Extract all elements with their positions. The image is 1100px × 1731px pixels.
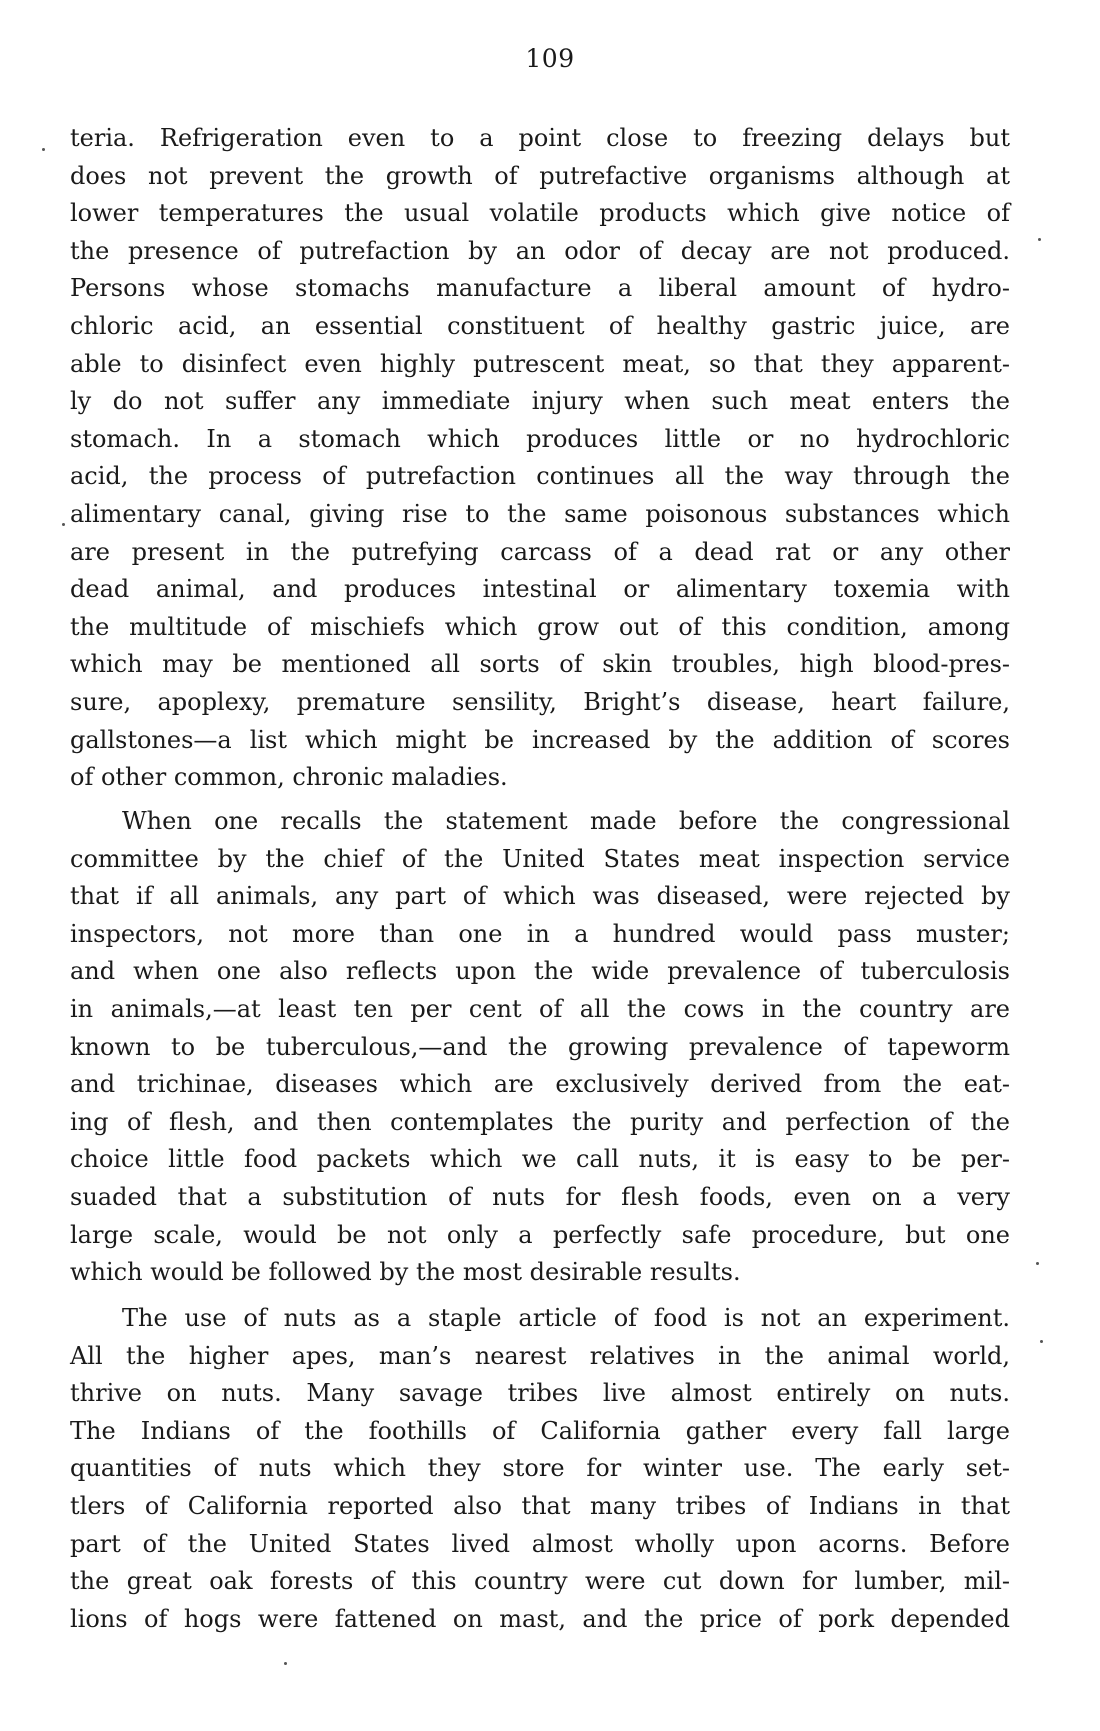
text-line: teria. Refrigeration even to a point close to freezing delays but [70,124,1010,152]
text-line: choice little food packets which we call nuts, it is easy to be per- [70,1145,1010,1174]
text-line: the great oak forests of this country were cut down for lumber, mil- [70,1567,1010,1596]
text-line: The use of nuts as a staple article of food is not an experiment. [122,1304,1010,1332]
paragraph-2 [70,803,1010,1292]
text-line: part of the United States lived almost wholly upon acorns. Before [70,1529,1010,1558]
text-line: and trichinae, diseases which are exclusively derived from the eat- [70,1070,1010,1099]
scan-speck [62,523,65,526]
page-number: 109 [525,44,575,73]
text-line: which may be mentioned all sorts of skin troubles, high blood-pres- [70,650,1010,679]
scan-speck [1036,1262,1039,1265]
text-line: acid, the process of putrefaction continues all the way through the [70,462,1010,491]
text-line: alimentary canal, giving rise to the same poisonous substances which [70,499,1010,528]
text-line: that if all animals, any part of which was diseased, were rejected by [70,882,1010,911]
text-line: and when one also reflects upon the wide prevalence of tuberculosis [70,957,1010,986]
text-line: ing of flesh, and then contemplates the purity and perfection of the [70,1107,1010,1136]
text-line: lower temperatures the usual volatile products which give notice of [70,199,1010,228]
text-line: thrive on nuts. Many savage tribes live almost entirely on nuts. [70,1379,1010,1408]
text-line: the presence of putrefaction by an odor of decay are not produced. [70,236,1010,265]
text-line: tlers of California reported also that many tribes of Indians in that [70,1491,1010,1520]
text-line: of other common, chronic maladies. [70,763,508,792]
text-line: stomach. In a stomach which produces little or no hydrochloric [70,424,1010,453]
text-line: All the higher apes, man’s nearest relatives in the animal world, [70,1341,1010,1370]
text-line: in animals,—at least ten per cent of all the cows in the country are [70,994,1010,1023]
scan-speck [284,1662,287,1665]
text-line: able to disinfect even highly putrescent meat, so that they apparent- [70,349,1010,378]
text-line: inspectors, not more than one in a hundred would pass muster; [70,919,1010,948]
text-line: suaded that a substitution of nuts for flesh foods, even on a very [70,1182,1010,1211]
scan-speck [1038,238,1041,241]
text-line: large scale, would be not only a perfectly safe procedure, but one [70,1220,1010,1249]
text-line: gallstones—a list which might be increased by the addition of scores [70,725,1010,754]
paragraph-1 [70,120,1010,797]
text-line: which would be followed by the most desirable results. [70,1258,741,1287]
text-line: quantities of nuts which they store for winter use. The early set- [70,1454,1010,1483]
text-line: does not prevent the growth of putrefactive organisms although at [70,161,1010,190]
scan-speck [1040,1340,1043,1343]
text-line: ly do not suffer any immediate injury when such meat enters the [70,387,1010,416]
text-line: lions of hogs were fattened on mast, and the price of pork depended [70,1604,1010,1633]
text-line: The Indians of the foothills of California gather every fall large [70,1416,1010,1445]
text-line: known to be tuberculous,—and the growing prevalence of tapeworm [70,1032,1010,1061]
text-line: chloric acid, an essential constituent of healthy gastric juice, are [70,311,1010,340]
scan-speck [42,148,45,151]
text-line: dead animal, and produces intestinal or alimentary toxemia with [70,575,1010,604]
paragraph-3 [70,1300,1010,1638]
text-line: When one recalls the statement made before the congressional [122,807,1010,835]
text-line: Persons whose stomachs manufacture a liberal amount of hydro- [70,274,1010,303]
text-line: sure, apoplexy, premature sensility, Bright’s disease, heart failure, [70,687,1010,716]
text-line: the multitude of mischiefs which grow out of this condition, among [70,612,1010,641]
text-line: committee by the chief of the United States meat inspection service [70,844,1010,873]
text-line: are present in the putrefying carcass of a dead rat or any other [70,537,1010,566]
